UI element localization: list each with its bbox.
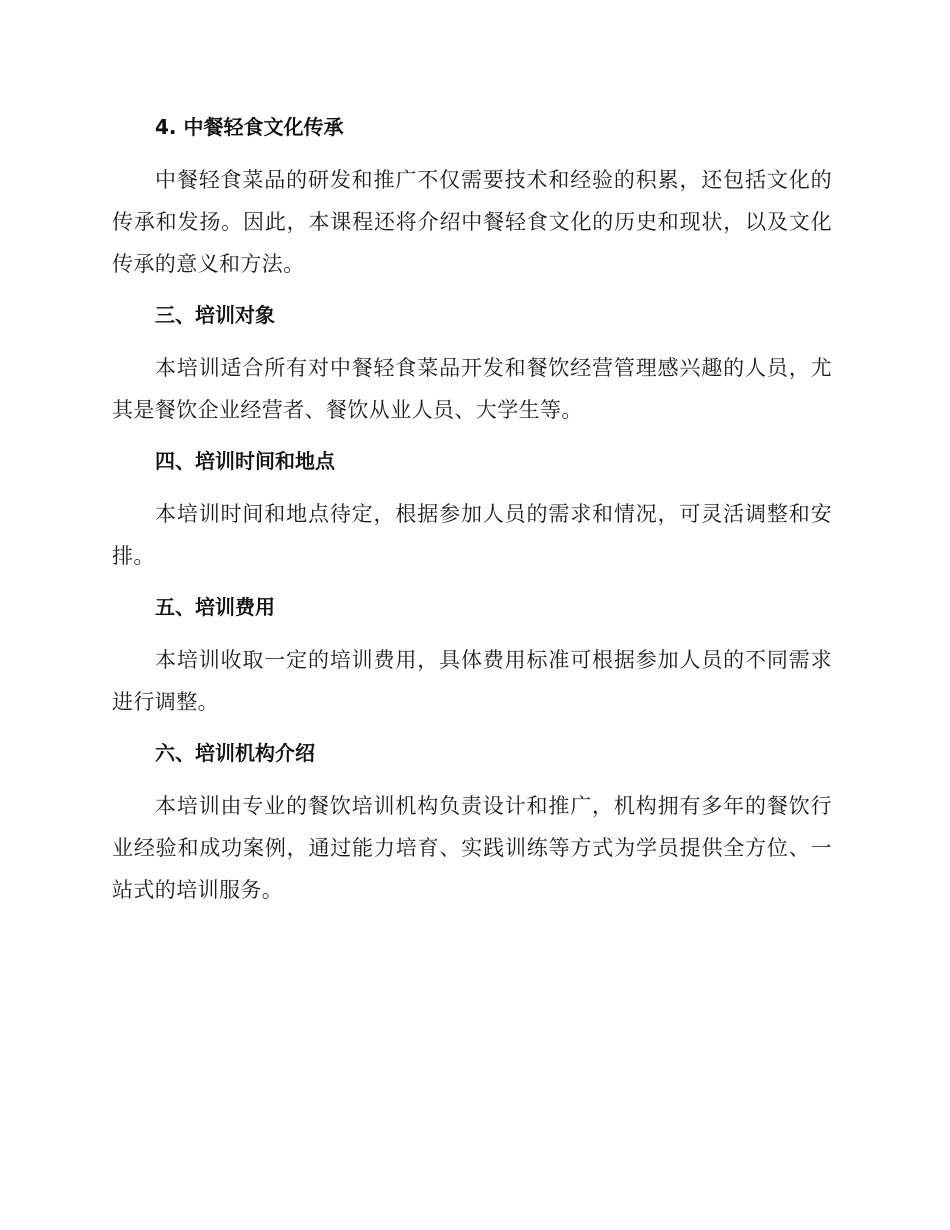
document-body	[112, 107, 832, 921]
section-paragraph-time-place: 本培训时间和地点待定，根据参加人员的需求和情况，可灵活调整和安排。	[112, 502, 832, 568]
section-heading-audience: 三、培训对象	[155, 303, 275, 327]
section-heading-institution: 六、培训机构介绍	[155, 741, 315, 765]
section-paragraph-institution: 本培训由专业的餐饮培训机构负责设计和推广，机构拥有多年的餐饮行业经验和成功案例，通过能力培育、实践训练等方式为学员提供全方位、一站式的培训服务。	[112, 794, 832, 902]
section-paragraph-fees: 本培训收取一定的培训费用，具体费用标准可根据参加人员的不同需求进行调整。	[112, 648, 832, 714]
section-paragraph-audience: 本培训适合所有对中餐轻食菜品开发和餐饮经营管理感兴趣的人员，尤其是餐饮企业经营者、餐饮从业人员、大学生等。	[112, 356, 832, 422]
section-heading-culture: 4. 中餐轻食文化传承	[155, 115, 344, 139]
section-heading-fees: 五、培训费用	[155, 595, 275, 619]
section-heading-time-place: 四、培训时间和地点	[155, 449, 335, 473]
section-paragraph-culture: 中餐轻食菜品的研发和推广不仅需要技术和经验的积累，还包括文化的传承和发扬。因此，本课程还将介绍中餐轻食文化的历史和现状，以及文化传承的意义和方法。	[112, 168, 832, 276]
